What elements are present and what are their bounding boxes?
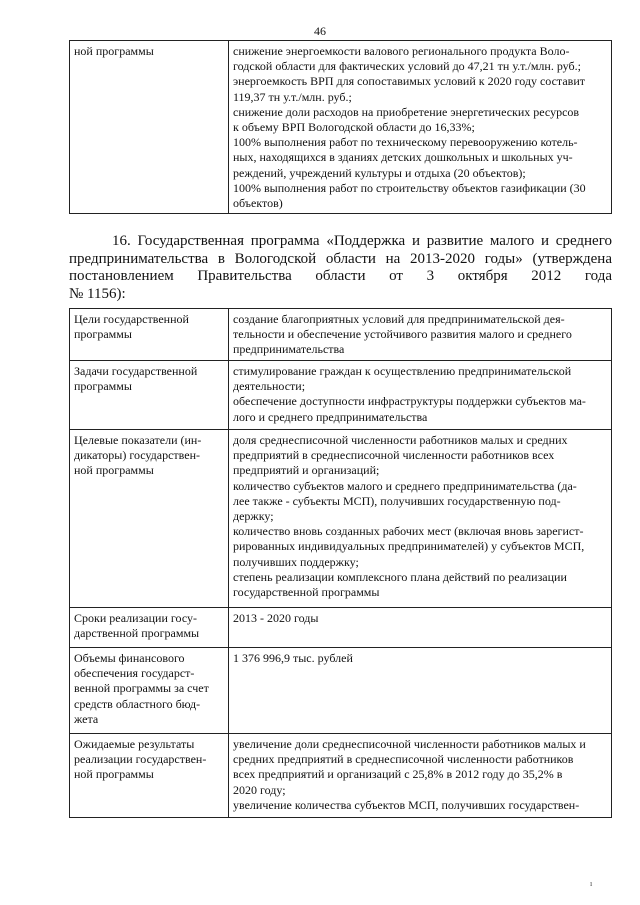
heading-line-1: 16. Государственная программа «Поддержка и развитие малого и среднего — [112, 233, 612, 249]
row-content: стимулирование граждан к осуществлению предпринимательской деятельности; обеспечение доступности инфраструктуры поддержки субъектов ма- лого и среднего предпринимательства — [229, 361, 612, 430]
program-passport-table — [69, 308, 612, 818]
heading-line-4: № 1156): — [69, 285, 126, 302]
table-row — [70, 41, 612, 214]
scan-mark: ı — [590, 879, 593, 888]
row-label: ной программы — [70, 41, 229, 214]
row-label: Ожидаемые результаты реализации государствен- ной программы — [70, 734, 229, 818]
row-label: Цели государственной программы — [70, 309, 229, 361]
table-row — [70, 734, 612, 818]
heading-line-2: предпринимательства в Вологодской области на 2013-2020 годы» (утверждена — [69, 250, 612, 267]
row-label: Задачи государственной программы — [70, 361, 229, 430]
table-row — [70, 430, 612, 608]
page-number: 46 — [314, 24, 326, 38]
table-row — [70, 361, 612, 430]
table-row — [70, 608, 612, 648]
row-content: создание благоприятных условий для предпринимательской дея- тельности и обеспечение устойчивого развития малого и среднего предпринимательства — [229, 309, 612, 361]
energy-program-table-continuation — [69, 40, 612, 214]
row-label: Целевые показатели (ин- дикаторы) государствен- ной программы — [70, 430, 229, 608]
section-heading — [69, 233, 612, 303]
row-content: 2013 - 2020 годы — [229, 608, 612, 648]
row-label: Сроки реализации госу- дарственной программы — [70, 608, 229, 648]
table-row — [70, 309, 612, 361]
row-label: Объемы финансового обеспечения государст- венной программы за счет средств областного бюд- жета — [70, 648, 229, 734]
table-row — [70, 648, 612, 734]
row-content: увеличение доли среднесписочной численности работников малых и средних предприятий в среднесписочной численности работников всех предприятий и организаций с 25,8% в 2012 году до 35,2% в 2020 году; увеличение количества субъектов МСП, получивших государствен- — [229, 734, 612, 818]
row-content: 1 376 996,9 тыс. рублей — [229, 648, 612, 734]
heading-line-3: постановлением Правительства области от 3 октября 2012 года — [69, 268, 612, 284]
row-content: снижение энергоемкости валового регионального продукта Воло- годской области для фактических условий до 47,21 тн у.т./млн. руб.; энергоемкость ВРП для сопоставимых условий к 2020 году составит 119,37 тн у.т./млн. руб.; снижение доли расходов на приобретение энергетических ресурсов к объему ВРП Вологодской области до 16,33%; 100% выполнения работ по техническому перевооружению котель- ных, находящихся в зданиях детских дошкольных и школьных уч- реждений, учреждений культуры и отдыха (20 объектов); 100% выполнения работ по строительству объектов газификации (30 объектов) — [229, 41, 612, 214]
row-content: доля среднесписочной численности работников малых и средних предприятий в среднесписочной численности работников всех предприятий и организаций; количество субъектов малого и среднего предпринимательства (да- лее также - субъекты МСП), получивших государственную под- держку; количество вновь созданных рабочих мест (включая вновь зарегист- рированных индивидуальных предпринимателей) у субъектов МСП, получивших поддержку; степень реализации комплексного плана действий по реализации государственной программы — [229, 430, 612, 608]
